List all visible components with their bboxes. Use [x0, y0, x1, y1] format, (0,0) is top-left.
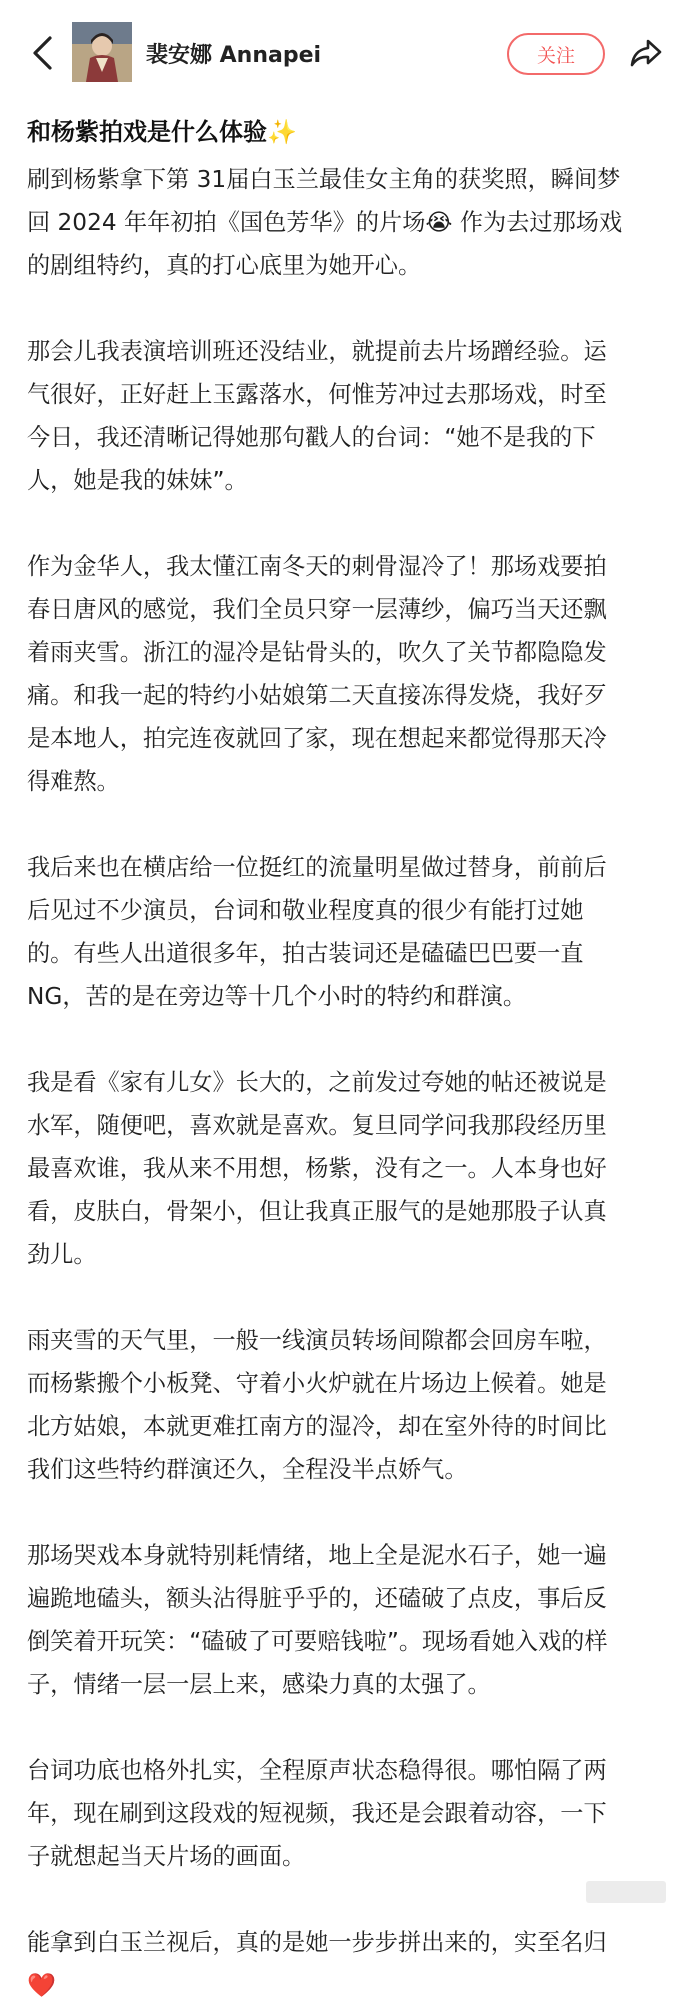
- paragraph-line: 后见过不少演员，台词和敬业程度真的很少有能打过她: [27, 897, 584, 924]
- paragraph: [27, 545, 663, 803]
- paragraph-line: 最喜欢谁，我从来不用想，杨紫，没有之一。人本身也好: [27, 1155, 607, 1182]
- chevron-left-icon: [31, 36, 53, 70]
- paragraph-line: 北方姑娘，本就更难扛南方的湿冷，却在室外待的时间比: [27, 1413, 607, 1440]
- share-button[interactable]: [622, 30, 670, 76]
- paragraph-line: ❤️: [27, 1972, 56, 1999]
- paragraph-line: 我是看《家有儿女》长大的，之前发过夸她的帖还被说是: [27, 1069, 607, 1096]
- paragraph-line: 我后来也在横店给一位挺红的流量明星做过替身，前前后: [27, 854, 607, 881]
- paragraph-line: 能拿到白玉兰视后，真的是她一步步拼出来的，实至名归: [27, 1929, 607, 1956]
- paragraph-line: 刷到杨紫拿下第 31届白玉兰最佳女主角的获奖照，瞬间梦: [27, 166, 621, 193]
- paragraph-gap: [27, 1491, 663, 1534]
- paragraph-line: 台词功底也格外扎实，全程原声状态稳得很。哪怕隔了两: [27, 1757, 607, 1784]
- paragraph-gap: [27, 803, 663, 846]
- post-title: 和杨紫拍戏是什么体验✨: [27, 118, 297, 146]
- paragraph-line: 人，她是我的妹妹”。: [27, 467, 248, 494]
- paragraph-line: 看，皮肤白，骨架小，但让我真正服气的是她那股子认真: [27, 1198, 607, 1225]
- paragraph-line: 的剧组特约，真的打心底里为她开心。: [27, 252, 422, 279]
- paragraph-line: 劲儿。: [27, 1241, 97, 1268]
- post-body: [27, 158, 663, 2007]
- paragraph-line: 作为金华人，我太懂江南冬天的刺骨湿冷了！那场戏要拍: [27, 553, 607, 580]
- watermark-logo: [586, 1881, 666, 1903]
- paragraph-line: 那场哭戏本身就特别耗情绪，地上全是泥水石子，她一遍: [27, 1542, 607, 1569]
- paragraph: [27, 1749, 663, 1878]
- paragraph-line: 回 2024 年年初拍《国色芳华》的片场😭 作为去过那场戏: [27, 209, 623, 236]
- paragraph: [27, 1319, 663, 1491]
- watermark: [586, 1881, 666, 1903]
- paragraph-line: 水军，随便吧，喜欢就是喜欢。复旦同学问我那段经历里: [27, 1112, 607, 1139]
- paragraph: [27, 158, 663, 287]
- paragraph-line: 那会儿我表演培训班还没结业，就提前去片场蹭经验。运: [27, 338, 607, 365]
- follow-button[interactable]: 关注: [507, 33, 605, 75]
- author-name[interactable]: 裴安娜 Annapei: [146, 43, 322, 68]
- paragraph-gap: [27, 1018, 663, 1061]
- paragraph-line: 子，情绪一层一层上来，感染力真的太强了。: [27, 1671, 491, 1698]
- post-header: [0, 0, 690, 106]
- paragraph-line: 倒笑着开玩笑：“磕破了可要赔钱啦”。现场看她入戏的样: [27, 1628, 608, 1655]
- paragraph-line: 得难熬。: [27, 768, 120, 795]
- paragraph-line: 遍跪地磕头，额头沾得脏乎乎的，还磕破了点皮，事后反: [27, 1585, 607, 1612]
- paragraph: [27, 1061, 663, 1276]
- paragraph-line: 春日唐风的感觉，我们全员只穿一层薄纱，偏巧当天还飘: [27, 596, 607, 623]
- paragraph-line: 年，现在刷到这段戏的短视频，我还是会跟着动容，一下: [27, 1800, 607, 1827]
- paragraph-gap: [27, 1878, 663, 1921]
- paragraph-line: NG，苦的是在旁边等十几个小时的特约和群演。: [27, 983, 527, 1010]
- paragraph-gap: [27, 1276, 663, 1319]
- paragraph: [27, 1921, 663, 2007]
- paragraph: [27, 846, 663, 1018]
- paragraph-line: 的。有些人出道很多年，拍古装词还是磕磕巴巴要一直: [27, 940, 584, 967]
- paragraph-gap: [27, 1706, 663, 1749]
- paragraph: [27, 330, 663, 502]
- paragraph: [27, 1534, 663, 1706]
- paragraph-line: 我们这些特约群演还久，全程没半点娇气。: [27, 1456, 468, 1483]
- back-button[interactable]: [22, 30, 62, 76]
- paragraph-line: 气很好，正好赶上玉露落水，何惟芳冲过去那场戏，时至: [27, 381, 607, 408]
- paragraph-line: 而杨紫搬个小板凳、守着小火炉就在片场边上候着。她是: [27, 1370, 607, 1397]
- post-content: [27, 106, 663, 2007]
- paragraph-gap: [27, 287, 663, 330]
- paragraph-line: 雨夹雪的天气里，一般一线演员转场间隙都会回房车啦，: [27, 1327, 607, 1354]
- paragraph-line: 痛。和我一起的特约小姑娘第二天直接冻得发烧，我好歹: [27, 682, 607, 709]
- paragraph-line: 今日，我还清晰记得她那句戳人的台词：“她不是我的下: [27, 424, 596, 451]
- paragraph-line: 着雨夹雪。浙江的湿冷是钻骨头的，吹久了关节都隐隐发: [27, 639, 607, 666]
- paragraph-line: 子就想起当天片场的画面。: [27, 1843, 306, 1870]
- share-arrow-icon: [629, 38, 663, 68]
- paragraph-gap: [27, 502, 663, 545]
- paragraph-line: 是本地人，拍完连夜就回了家，现在想起来都觉得那天冷: [27, 725, 607, 752]
- avatar[interactable]: [72, 22, 132, 82]
- avatar-image: [72, 22, 132, 82]
